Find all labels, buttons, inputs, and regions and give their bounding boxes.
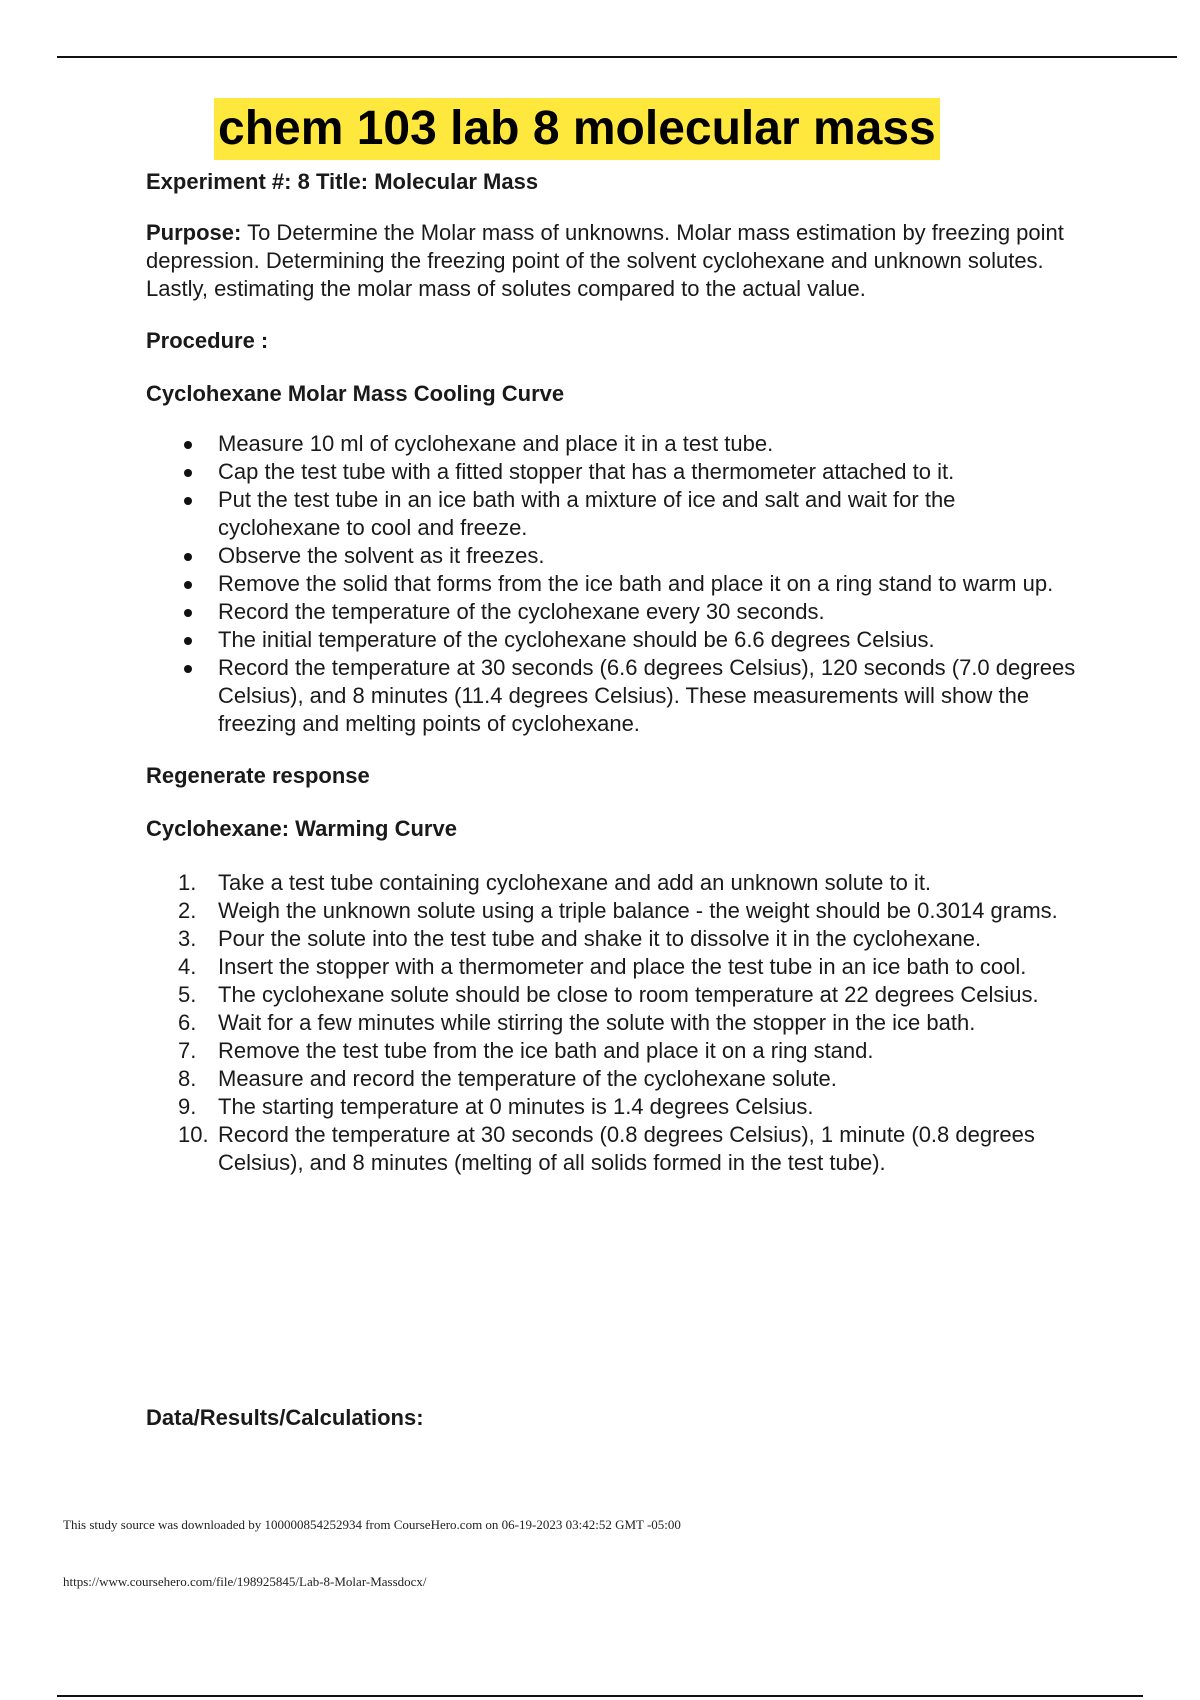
list-item-text: Remove the test tube from the ice bath and place it on a ring stand. — [218, 1038, 874, 1063]
document-body — [146, 168, 1076, 1177]
list-item — [178, 953, 1076, 981]
purpose-text: To Determine the Molar mass of unknowns. Molar mass estimation by freezing point depression. Determining the freezing point of the solvent cyclohexane and unknown solutes. Lastly, estimating the molar mass of solutes compared to the actual value. — [146, 220, 1064, 301]
bullet-icon — [184, 637, 192, 645]
warming-curve-heading: Cyclohexane: Warming Curve — [146, 816, 457, 841]
list-item-text: Insert the stopper with a thermometer and place the test tube in an ice bath to cool. — [218, 954, 1027, 979]
list-item-text: Record the temperature of the cyclohexane every 30 seconds. — [218, 599, 825, 624]
list-item — [178, 981, 1076, 1009]
list-item — [178, 897, 1076, 925]
source-url[interactable]: https://www.coursehero.com/file/198925845/Lab-8-Molar-Massdocx/ — [63, 1574, 427, 1589]
warming-curve-list — [146, 869, 1076, 1177]
bullet-icon — [184, 581, 192, 589]
list-item-text: The starting temperature at 0 minutes is 1.4 degrees Celsius. — [218, 1094, 814, 1119]
step-number: 7. — [178, 1038, 197, 1063]
list-item-text: Weigh the unknown solute using a triple balance - the weight should be 0.3014 grams. — [218, 898, 1058, 923]
list-item — [178, 1037, 1076, 1065]
cooling-curve-heading: Cyclohexane Molar Mass Cooling Curve — [146, 381, 565, 406]
list-item-text: Put the test tube in an ice bath with a mixture of ice and salt and wait for the cyclohexane to cool and freeze. — [218, 487, 956, 540]
list-item-text: Record the temperature at 30 seconds (0.8 degrees Celsius), 1 minute (0.8 degrees Celsius), and 8 minutes (melting of all solids formed in the test tube). — [218, 1122, 1035, 1175]
list-item — [218, 458, 1076, 486]
list-item-text: Cap the test tube with a fitted stopper that has a thermometer attached to it. — [218, 459, 955, 484]
step-number: 8. — [178, 1066, 197, 1091]
step-number: 4. — [178, 954, 197, 979]
top-rule — [57, 56, 1177, 58]
step-number: 6. — [178, 1010, 197, 1035]
list-item — [218, 430, 1076, 458]
list-item — [218, 542, 1076, 570]
list-item — [218, 570, 1076, 598]
list-item — [178, 925, 1076, 953]
list-item-text: Observe the solvent as it freezes. — [218, 543, 545, 568]
list-item-text: The cyclohexane solute should be close to room temperature at 22 degrees Celsius. — [218, 982, 1039, 1007]
step-number: 2. — [178, 898, 197, 923]
bullet-icon — [184, 469, 192, 477]
cooling-curve-list — [146, 430, 1076, 738]
step-number: 3. — [178, 926, 197, 951]
list-item — [218, 654, 1076, 738]
data-results-heading: Data/Results/Calculations: — [146, 1405, 424, 1430]
bullet-icon — [184, 497, 192, 505]
bullet-icon — [184, 553, 192, 561]
document-title: chem 103 lab 8 molecular mass — [214, 98, 940, 160]
experiment-line: Experiment #: 8 Title: Molecular Mass — [146, 169, 539, 194]
bullet-icon — [184, 665, 192, 673]
purpose-paragraph — [146, 219, 1076, 303]
regenerate-response-heading: Regenerate response — [146, 763, 370, 788]
step-number: 1. — [178, 870, 197, 895]
purpose-label: Purpose: — [146, 220, 242, 245]
step-number: 10. — [178, 1122, 209, 1147]
list-item — [178, 1093, 1076, 1121]
bullet-icon — [184, 441, 192, 449]
list-item — [218, 626, 1076, 654]
step-number: 9. — [178, 1094, 197, 1119]
download-note: This study source was downloaded by 100000854252934 from CourseHero.com on 06-19-2023 03:42:52 GMT -05:00 — [63, 1517, 681, 1532]
bullet-icon — [184, 609, 192, 617]
list-item-text: Take a test tube containing cyclohexane and add an unknown solute to it. — [218, 870, 932, 895]
list-item — [178, 1009, 1076, 1037]
list-item — [218, 598, 1076, 626]
list-item — [178, 869, 1076, 897]
list-item-text: Measure 10 ml of cyclohexane and place it in a test tube. — [218, 431, 774, 456]
list-item-text: Measure and record the temperature of the cyclohexane solute. — [218, 1066, 837, 1091]
list-item-text: The initial temperature of the cyclohexane should be 6.6 degrees Celsius. — [218, 627, 935, 652]
list-item-text: Record the temperature at 30 seconds (6.6 degrees Celsius), 120 seconds (7.0 degrees Celsius), and 8 minutes (11.4 degrees Celsius). These measurements will show the freezing and melting points of cyclohexane. — [218, 655, 1076, 736]
step-number: 5. — [178, 982, 197, 1007]
bottom-rule — [57, 1695, 1143, 1697]
list-item-text: Remove the solid that forms from the ice bath and place it on a ring stand to warm up. — [218, 571, 1054, 596]
list-item — [218, 486, 1076, 542]
list-item-text: Pour the solute into the test tube and shake it to dissolve it in the cyclohexane. — [218, 926, 982, 951]
procedure-heading: Procedure : — [146, 328, 269, 353]
list-item — [178, 1121, 1076, 1177]
list-item-text: Wait for a few minutes while stirring the solute with the stopper in the ice bath. — [218, 1010, 976, 1035]
list-item — [178, 1065, 1076, 1093]
